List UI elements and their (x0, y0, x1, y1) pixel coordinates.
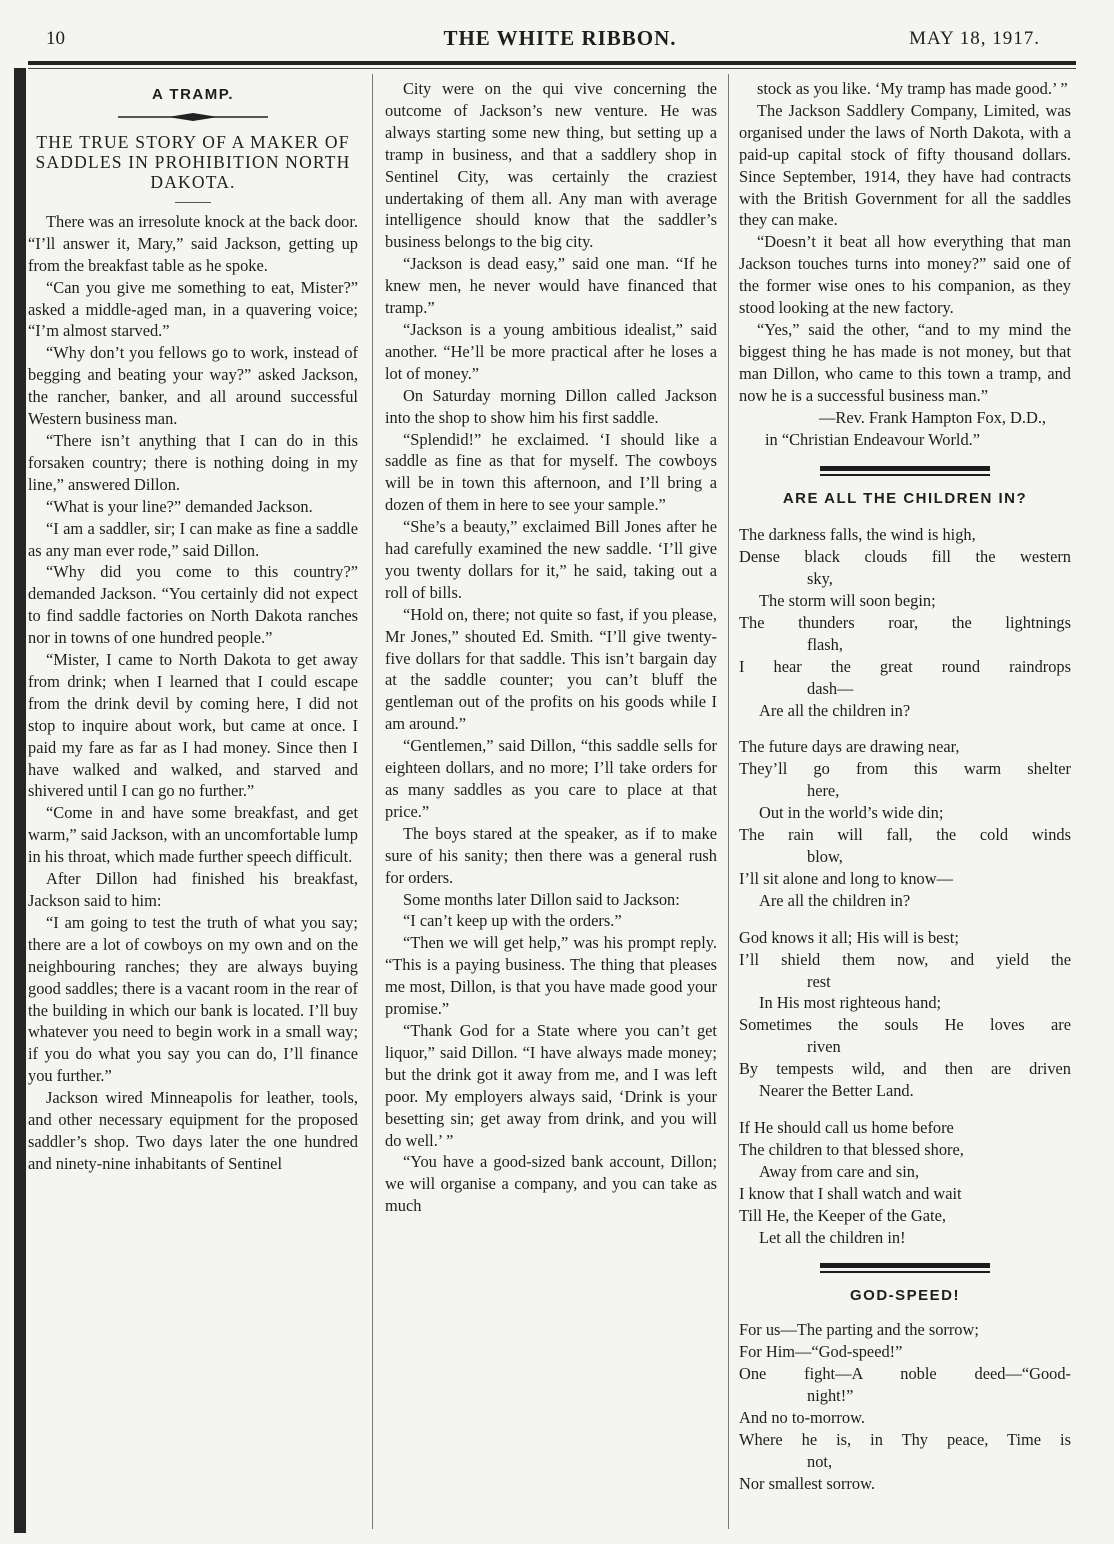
poem-line: Are all the children in? (759, 700, 911, 720)
poem-line: dash— (807, 678, 854, 698)
article-paragraph: “Can you give me something to eat, Mister?” asked a middle-aged man, in a quavering voice; “I’m almost starved.” (28, 277, 358, 341)
poem-line: If He should call us home before (739, 1117, 954, 1137)
article-paragraph: “Why don’t you fellows go to work, instead of begging and beating your way?” asked Jackson, the rancher, banker, and all around successful Western business man. (28, 343, 358, 429)
binding-edge (14, 68, 26, 1533)
article-paragraph: “Then we will get help,” was his prompt reply. “This is a paying business. The thing that pleases me most, Dillon, is that you have made good your promise.” (385, 933, 717, 1019)
issue-date: MAY 18, 1917. (909, 28, 1040, 49)
article-paragraph: “I am going to test the truth of what you say; there are a lot of cowboys on my own and on the neighbouring ranches; they are always buying good saddles; there is a vacant room in the rear of the building in which our bank is located. I’ll buy whatever you need to begin work in a small way; if you do what you say you can do, I’ll finance you further.” (28, 912, 358, 1086)
poem-line: night!” (807, 1386, 854, 1406)
poem-line: The rain will fall, the cold winds (739, 825, 1071, 845)
poem-line: blow, (807, 847, 843, 866)
article-paragraph: “Come in and have some breakfast, and get warm,” said Jackson, with an uncomfortable lump in his throat, which made further speech difficult. (28, 803, 358, 867)
poem-line: Till He, the Keeper of the Gate, (739, 1205, 946, 1225)
column-3 (739, 78, 1071, 1495)
short-rule (175, 202, 211, 203)
article-paragraph: “Hold on, there; not quite so fast, if you please, Mr Jones,” shouted Ed. Smith. “I’ll give twenty-five dollars for that saddle. This isn’t bargain day at the saddle counter; you can’t bluff the gentleman out of the profits on his goods while I am around.” (385, 604, 717, 734)
poem-line: here, (807, 781, 840, 801)
article-paragraph: “You have a good-sized bank account, Dillon; we will organise a company, and you can take as much (385, 1152, 717, 1216)
column-1 (28, 78, 358, 1175)
article-paragraph: “Jackson is dead easy,” said one man. “If he knew men, he never would have financed that tramp.” (385, 254, 717, 318)
poem-line: Where he is, in Thy peace, Time is (739, 1429, 1071, 1449)
signature-source: in “Christian Endeavour World.” (765, 429, 981, 449)
poem-heading-godspeed: GOD-SPEED! (849, 1287, 960, 1305)
poem-line: The future days are drawing near, (739, 737, 960, 757)
poem-line: flash, (807, 634, 843, 654)
header-rule-thin (28, 68, 1076, 69)
publication-title: THE WHITE RIBBON. (443, 26, 677, 50)
article-paragraph: “Jackson is a young ambitious idealist,” said another. “He’ll be more practical after he loses a lot of money.” (385, 319, 717, 383)
poem-line: I hear the great round raindrops (739, 656, 1071, 676)
poem-line: rest (807, 971, 831, 991)
article-body-col1 (28, 211, 358, 1175)
poem-line: Nearer the Better Land. (759, 1081, 914, 1101)
header-rule-thick (28, 61, 1076, 65)
poem-line: I’ll shield them now, and yield the (739, 949, 1071, 969)
section-divider (820, 466, 990, 476)
poem-line: The storm will soon begin; (759, 591, 936, 611)
poem-line: Are all the children in? (759, 890, 911, 910)
article-paragraph: “There isn’t anything that I can do in this forsaken country; there is nothing doing in my line,” answered Dillon. (28, 430, 358, 494)
article-body-col3 (739, 78, 1071, 407)
poem-stanza (739, 736, 1071, 911)
article-paragraph: After Dillon had finished his breakfast, Jackson said to him: (28, 869, 358, 910)
poem-line: The darkness falls, the wind is high, (739, 525, 976, 545)
page-header (40, 22, 1080, 52)
signature-author: —Rev. Frank Hampton Fox, D.D., (819, 407, 1047, 427)
poem-line: Nor smallest sorrow. (739, 1473, 875, 1493)
article-paragraph: “Yes,” said the other, “and to my mind the biggest thing he has made is not money, but that man Dillon, who came to this town a tramp, and now he is a successful business man.” (739, 319, 1071, 405)
poem-godspeed (739, 1319, 1071, 1494)
poem-heading-children: ARE ALL THE CHILDREN IN? (782, 490, 1028, 508)
section-divider (820, 1263, 990, 1273)
poem-line: They’ll go from this warm shelter (739, 759, 1071, 779)
article-paragraph: “Splendid!” he exclaimed. ‘I should like a saddle as fine as that for myself. The cowboys will be in town this afternoon, and I’ll bring a dozen of them in here to see your sample.” (385, 429, 717, 515)
poem-stanza (739, 524, 1071, 721)
article-paragraph: The boys stared at the speaker, as if to make sure of his sanity; then there was a general rush for orders. (385, 823, 717, 887)
ornament-divider-icon (118, 110, 268, 124)
poem-line: In His most righteous hand; (759, 993, 942, 1013)
article-paragraph: “Mister, I came to North Dakota to get away from drink; when I learned that I could escape from the drink devil by coming here, I did not stop to inquire about work, but came at once. I paid my fare as far as I had money. Since then I have walked and walked, and starved and shivered until I can go no further.” (28, 650, 358, 801)
article-paragraph: “What is your line?” demanded Jackson. (46, 496, 313, 516)
column-divider (372, 74, 373, 1529)
article-body-col2 (385, 78, 717, 1217)
poem-line: I’ll sit alone and long to know— (739, 868, 953, 888)
article-paragraph: Jackson wired Minneapolis for leather, tools, and other necessary equipment for the proposed saddler’s shop. Two days later the one hundred and ninety-nine inhabitants of Sentinel (28, 1088, 358, 1173)
article-paragraph: “I am a saddler, sir; I can make as fine a saddle as any man ever rode,” said Dillon. (28, 518, 358, 560)
poem-line: I know that I shall watch and wait (739, 1183, 962, 1203)
poem-line: One fight—A noble deed—“Good- (739, 1364, 1071, 1384)
poem-line: not, (807, 1451, 833, 1471)
article-paragraph: There was an irresolute knock at the back door. “I’ll answer it, Mary,” said Jackson, getting up from the breakfast table as he spoke. (28, 211, 358, 275)
poem-line: God knows it all; His will is best; (739, 927, 959, 947)
article-paragraph: “Doesn’t it beat all how everything that man Jackson touches turns into money?” said one of the former wise ones to his companion, as they stood looking at the new factory. (739, 232, 1071, 318)
article-heading-tramp: A TRAMP. (151, 86, 234, 103)
article-paragraph: “She’s a beauty,” exclaimed Bill Jones after he had carefully examined the new saddle. ‘I’ll give you twenty dollars for it,” he said, taking out a roll of bills. (385, 517, 717, 602)
poem-line: The thunders roar, the lightnings (739, 612, 1071, 632)
poem-stanza (739, 927, 1071, 1102)
poem-children (739, 524, 1071, 1248)
poem-line: For us—The parting and the sorrow; (739, 1320, 979, 1340)
article-paragraph: The Jackson Saddlery Company, Limited, was organised under the laws of North Dakota, with a paid-up capital stock of fifty thousand dollars. Since September, 1914, they have had contracts with the British Government for all the saddles they can make. (739, 100, 1071, 230)
article-paragraph: Some months later Dillon said to Jackson: (403, 889, 680, 909)
poem-line: sky, (807, 569, 833, 589)
column-2 (385, 78, 717, 1217)
poem-line: Let all the children in! (759, 1227, 906, 1247)
article-paragraph: “Thank God for a State where you can’t get liquor,” said Dillon. “I have always made money; but the drink got it away from me, and I was left poor. My employers always said, ‘Drink is your besetting sin; get away from drink, and you will do well.’ ” (385, 1020, 717, 1150)
article-paragraph: City were on the qui vive concerning the outcome of Jackson’s new venture. He was always starting some new thing, but setting up a tramp in business, and that a saddlery shop in Sentinel City, was certainly the craziest undertaking of them all. Any man with average intelligence should know that the saddler’s business belongs to the big city. (385, 79, 717, 252)
article-paragraph: “Why did you come to this country?” demanded Jackson. “You certainly did not expect to find saddle factories on North Dakota ranches nor in towns of one hundred people.” (28, 562, 358, 648)
poem-line: By tempests wild, and then are driven (739, 1059, 1071, 1079)
poem-line: Sometimes the souls He loves are (739, 1015, 1071, 1035)
column-divider (728, 74, 729, 1529)
poem-line: riven (807, 1037, 841, 1057)
article-paragraph: “Gentlemen,” said Dillon, “this saddle sells for eighteen dollars, and no more; I’ll take orders for as many saddles as you care to place at that price.” (385, 736, 717, 821)
poem-line: The children to that blessed shore, (739, 1139, 964, 1159)
page-number: 10 (46, 28, 65, 49)
poem-line: Away from care and sin, (759, 1161, 920, 1181)
article-paragraph: “I can’t keep up with the orders.” (403, 911, 622, 931)
poem-line: Dense black clouds fill the western (739, 547, 1071, 567)
article-paragraph: stock as you like. ‘My tramp has made good.’ ” (757, 79, 1068, 98)
poem-line: For Him—“God-speed!” (739, 1342, 903, 1362)
poem-line: And no to-morrow. (739, 1407, 865, 1427)
article-paragraph: On Saturday morning Dillon called Jackson into the shop to show him his first saddle. (385, 385, 717, 427)
poem-stanza (739, 1117, 1071, 1248)
poem-line: Out in the world’s wide din; (759, 803, 944, 823)
article-subheading: THE TRUE STORY OF A MAKER OF SADDLES IN PROHIBITION NORTH DAKOTA. (35, 131, 351, 192)
